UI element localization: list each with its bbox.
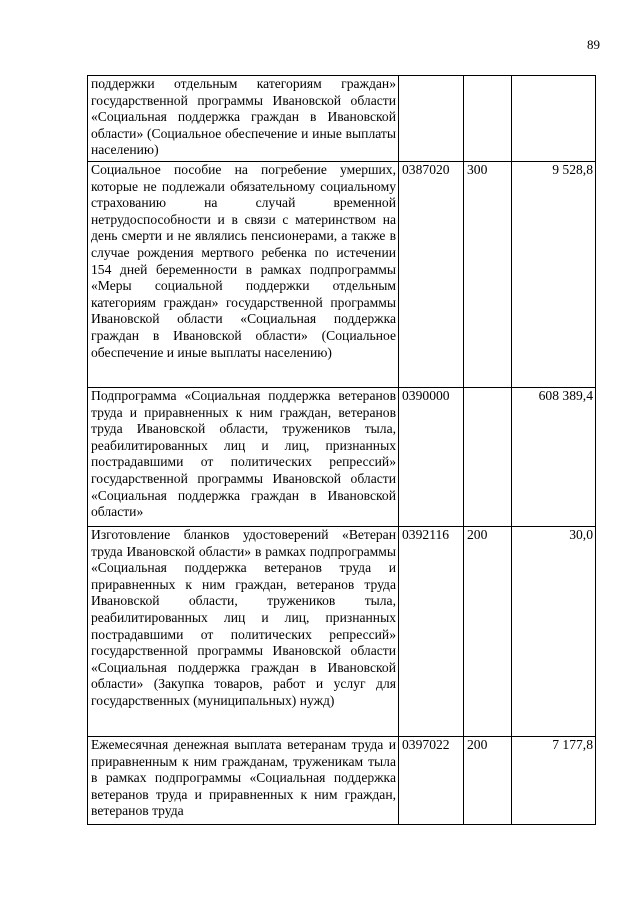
page-number: 89 [587,37,600,52]
table-row [88,162,596,388]
row-target-code-cell [399,76,464,162]
row-amount-cell: 7 177,8 [512,737,596,825]
row-target-code-cell: 0392116 [399,527,464,737]
row-name-cell: Ежемесячная денежная выплата ветеранам труда и приравненным к ним гражданам, труженикам тыла в рамках подпрограммы «Социальная поддержка ветеранов труда и приравненных к ним граждан, ветеранов труда [88,737,399,825]
row-expense-type-cell: 200 [464,527,512,737]
table-row [88,527,596,737]
table-row [88,76,596,162]
row-target-code-cell: 0387020 [399,162,464,388]
table-row [88,388,596,527]
row-amount-cell [512,76,596,162]
row-expense-type-cell [464,76,512,162]
row-name-cell: поддержки отдельным категориям граждан» государственной программы Ивановской области «Социальная поддержка граждан в Ивановской области» (Социальное обеспечение и иные выплаты населению) [88,76,399,162]
budget-table [87,75,596,825]
row-amount-cell: 608 389,4 [512,388,596,527]
row-expense-type-cell: 300 [464,162,512,388]
row-name-cell: Подпрограмма «Социальная поддержка ветеранов труда и приравненных к ним граждан, ветеранов труда Ивановской области, тружеников тыла, реабилитированных лиц и лиц, признанных пострадавшими от политических репрессий» государственной программы Ивановской области «Социальная поддержка граждан в Ивановской области» [88,388,399,527]
row-target-code-cell: 0397022 [399,737,464,825]
row-amount-cell: 30,0 [512,527,596,737]
table-row [88,737,596,825]
row-target-code-cell: 0390000 [399,388,464,527]
row-name-cell: Социальное пособие на погребение умерших, которые не подлежали обязательному социальному страхованию на случай временной нетрудоспособности и в связи с материнством на день смерти и не являлись пенсионерами, а также в случае рождения мертвого ребенка по истечении 154 дней беременности в рамках подпрограммы «Меры социальной поддержки отдельным категориям граждан» государственной программы Ивановской области «Социальная поддержка граждан в Ивановской области» (Социальное обеспечение и иные выплаты населению) [88,162,399,388]
row-expense-type-cell: 200 [464,737,512,825]
row-name-cell: Изготовление бланков удостоверений «Ветеран труда Ивановской области» в рамках подпрограммы «Социальная поддержка ветеранов труда и приравненных к ним граждан, ветеранов труда Ивановской области, тружеников тыла, реабилитированных лиц и лиц, признанных пострадавшими от политических репрессий» государственной программы Ивановской области «Социальная поддержка граждан в Ивановской области» (Закупка товаров, работ и услуг для государственных (муниципальных) нужд) [88,527,399,737]
row-amount-cell: 9 528,8 [512,162,596,388]
row-expense-type-cell [464,388,512,527]
